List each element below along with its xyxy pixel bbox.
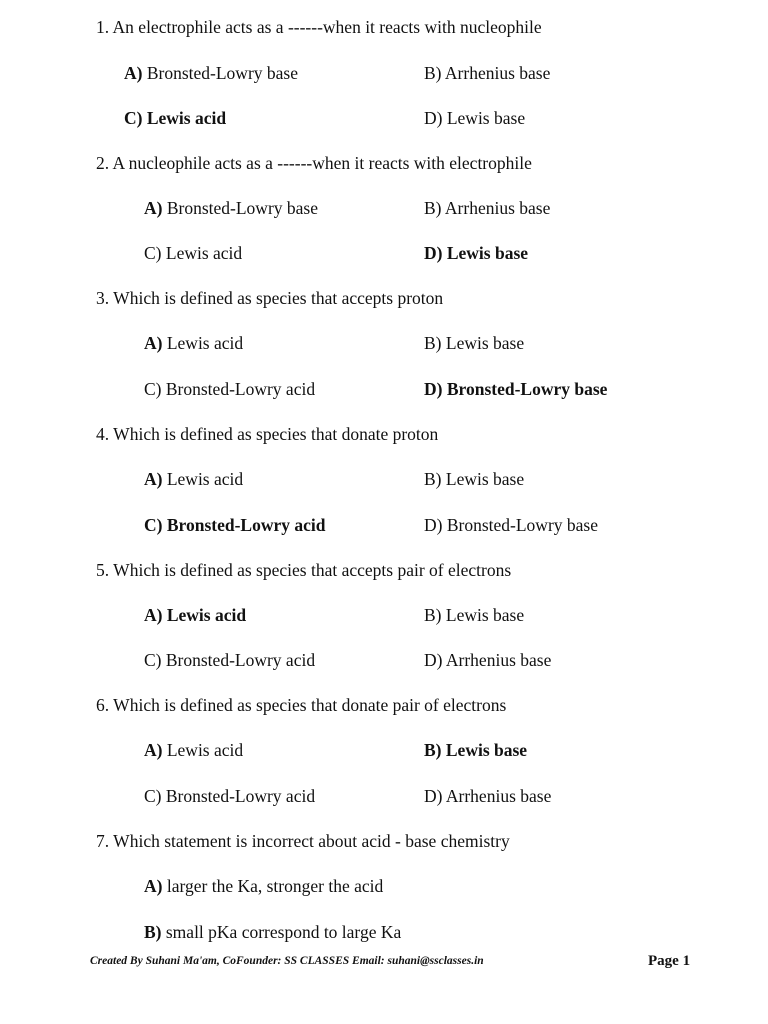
q3-option-c: C) Bronsted-Lowry acid xyxy=(144,379,316,399)
q1-option-c-correct: C) Lewis acid xyxy=(124,108,227,128)
question-1: 1. An electrophile acts as a ------when it reacts with nucleophile xyxy=(96,17,542,37)
q6-option-c: C) Bronsted-Lowry acid xyxy=(144,786,316,806)
q3-option-a: A) Lewis acid xyxy=(144,333,244,353)
q1-option-b: B) Arrhenius base xyxy=(424,63,551,83)
question-7: 7. Which statement is incorrect about acid - base chemistry xyxy=(96,831,510,851)
q7-option-b: B) small pKa correspond to large Ka xyxy=(144,922,402,942)
q6-option-d: D) Arrhenius base xyxy=(424,786,552,806)
q5-option-c: C) Bronsted-Lowry acid xyxy=(144,650,316,670)
q4-option-c-correct: C) Bronsted-Lowry acid xyxy=(144,515,326,535)
question-5: 5. Which is defined as species that accepts pair of electrons xyxy=(96,560,512,580)
q6-option-b-correct: B) Lewis base xyxy=(424,740,528,760)
page-number: Page 1 xyxy=(648,953,691,969)
q5-option-d: D) Arrhenius base xyxy=(424,650,552,670)
q7-option-a: A) larger the Ka, stronger the acid xyxy=(144,876,384,896)
q2-option-c: C) Lewis acid xyxy=(144,243,243,263)
q4-option-b: B) Lewis base xyxy=(424,469,525,489)
q2-option-b: B) Arrhenius base xyxy=(424,198,551,218)
question-6: 6. Which is defined as species that donate pair of electrons xyxy=(96,695,507,715)
q3-option-b: B) Lewis base xyxy=(424,333,525,353)
footer-credit: Created By Suhani Ma'am, CoFounder: SS CLASSES Email: suhani@ssclasses.in xyxy=(90,955,484,967)
q4-option-a: A) Lewis acid xyxy=(144,469,244,489)
q6-option-a: A) Lewis acid xyxy=(144,740,244,760)
q5-option-a-correct: A) Lewis acid xyxy=(144,605,247,625)
q3-option-d-correct: D) Bronsted-Lowry base xyxy=(424,379,608,399)
q5-option-b: B) Lewis base xyxy=(424,605,525,625)
q4-option-d: D) Bronsted-Lowry base xyxy=(424,515,598,535)
question-2: 2. A nucleophile acts as a ------when it reacts with electrophile xyxy=(96,153,532,173)
q1-option-d: D) Lewis base xyxy=(424,108,526,128)
q1-option-a: A) Bronsted-Lowry base xyxy=(124,63,298,83)
question-3: 3. Which is defined as species that accepts proton xyxy=(96,288,444,308)
q2-option-d-correct: D) Lewis base xyxy=(424,243,529,263)
question-4: 4. Which is defined as species that donate proton xyxy=(96,424,439,444)
q2-option-a: A) Bronsted-Lowry base xyxy=(144,198,318,218)
